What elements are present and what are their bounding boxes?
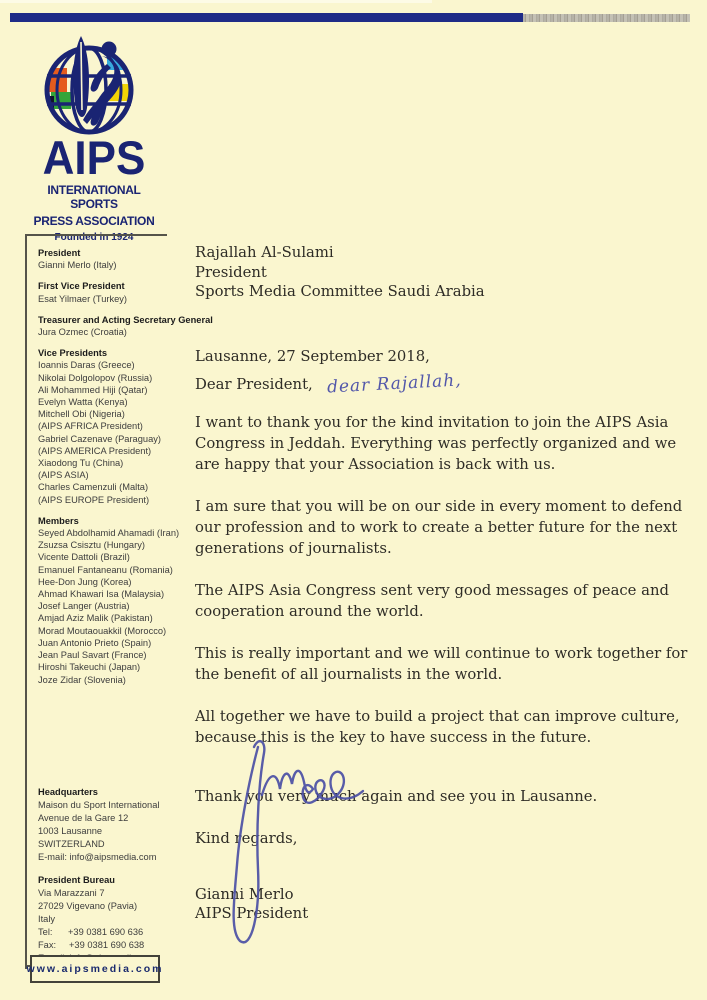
website-url: www.aipsmedia.com <box>26 963 164 975</box>
sidebar-entry: Mitchell Obi (Nigeria) <box>38 409 125 420</box>
signature-name: Gianni Merlo <box>195 885 294 903</box>
sidebar-entry: Evelyn Watta (Kenya) <box>38 397 128 408</box>
sidebar-entry: (AIPS AFRICA President) <box>38 421 143 432</box>
sidebar-entry: Juan Antonio Prieto (Spain) <box>38 637 152 648</box>
recipient-name: Rajallah Al-Sulami <box>195 244 334 261</box>
sidebar-entry: Josef Langer (Austria) <box>38 601 130 612</box>
sidebar-group <box>38 347 188 506</box>
sidebar-entry: (AIPS AMERICA President) <box>38 445 152 456</box>
logo-acronym: AIPS <box>42 132 146 185</box>
sidebar-entry: Esat Yilmaer (Turkey) <box>38 293 128 304</box>
contact-entry: Maison du Sport International <box>38 799 160 810</box>
paragraphs <box>195 412 705 807</box>
signature-title: AIPS President <box>195 905 309 922</box>
website-box <box>26 955 164 983</box>
sidebar-group-heading: Members <box>38 515 79 526</box>
officials-sidebar <box>38 247 213 975</box>
sidebar-entry: Vicente Dattoli (Brazil) <box>38 552 130 563</box>
sidebar-entry: Emanuel Fantaneanu (Romania) <box>38 564 173 575</box>
paragraph-thanks: Thank you very much again and see you in Lausanne. <box>195 787 598 805</box>
top-navy-bar <box>10 13 523 22</box>
sidebar-group-heading: Treasurer and Acting Secretary General <box>38 314 213 325</box>
sidebar-entry: Nikolai Dolgolopov (Russia) <box>38 372 153 383</box>
sidebar-entry: Amjad Aziz Malik (Pakistan) <box>38 613 153 624</box>
contact-group-heading: President Bureau <box>38 874 115 885</box>
sidebar-group-heading: First Vice President <box>38 281 125 292</box>
sidebar-entry: Ahmad Khawari Isa (Malaysia) <box>38 589 165 600</box>
contact-entry: Avenue de la Gare 12 <box>38 812 129 823</box>
sidebar-group <box>38 515 188 686</box>
paragraph: I am sure that you will be on our side in every moment to defend our profession and to work to create a better future for the next generations of journalists. <box>195 497 683 557</box>
sidebar-group-heading: Vice Presidents <box>38 348 108 359</box>
paragraph: This is really important and we will continue to work together for the benefit of all journalists in the world. <box>195 644 688 683</box>
salutation-typed: Dear President, <box>195 375 313 393</box>
sidebar-entry: Jura Ozmec (Croatia) <box>38 327 127 338</box>
scan-edge-strip <box>0 0 432 3</box>
contact-group-headquarters <box>38 786 188 864</box>
dateline: Lausanne, 27 September 2018, <box>195 347 430 365</box>
paragraph: All together we have to build a project that can improve culture, because this is the key to have success in the future. <box>195 707 680 746</box>
sidebar-entry: Morad Moutaouakkil (Morocco) <box>38 625 167 636</box>
logo-subtitle-line2: PRESS ASSOCIATION <box>33 214 155 228</box>
contact-entry: SWITZERLAND <box>38 838 105 849</box>
contact-entry: Italy <box>38 913 56 924</box>
sidebar-entry: Hiroshi Takeuchi (Japan) <box>38 662 141 673</box>
sidebar-entry: Ioannis Daras (Greece) <box>38 360 135 371</box>
closing: Kind regards, <box>195 829 298 847</box>
paragraph: I want to thank you for the kind invitation to join the AIPS Asia Congress in Jeddah. Everything was perfectly organized and we are happy that your Association is back with us. <box>195 413 677 473</box>
paragraph: The AIPS Asia Congress sent very good messages of peace and cooperation around the world. <box>195 581 669 620</box>
discus-thrower-globe-icon <box>29 36 159 136</box>
sidebar-group-heading: President <box>38 248 81 258</box>
sidebar-group <box>38 280 188 304</box>
contact-entry: 1003 Lausanne <box>38 825 103 836</box>
sidebar-entry: Hee-Don Jung (Korea) <box>38 576 132 587</box>
sidebar-entry: Gianni Merlo (Italy) <box>38 260 117 271</box>
signoff-block <box>195 885 705 924</box>
contact-entry: Fax: +39 0381 690 638 <box>38 939 145 950</box>
sidebar-entry: Charles Camenzuli (Malta) <box>38 482 149 493</box>
contact-group-heading: Headquarters <box>38 786 98 797</box>
sidebar-entry: Gabriel Cazenave (Paraguay) <box>38 433 161 444</box>
sidebar-entry: Seyed Abdolhamid Ahamadi (Iran) <box>38 528 180 539</box>
contact-entry: E-mail: info@aipsmedia.com <box>38 851 157 862</box>
sidebar-entry: Jean Paul Savart (France) <box>38 650 147 661</box>
recipient-block <box>195 243 705 302</box>
contact-entry: 27029 Vigevano (Pavia) <box>38 900 138 911</box>
aips-logo-block <box>25 36 163 244</box>
logo-subtitle-line1: INTERNATIONAL SPORTS <box>47 183 141 211</box>
salutation <box>195 369 705 398</box>
sidebar-group <box>38 247 188 271</box>
recipient-title: President <box>195 263 267 281</box>
scan-noise-strip <box>523 14 690 22</box>
sidebar-entry: (AIPS EUROPE President) <box>38 494 150 505</box>
sidebar-entry: Ali Mohammed Hiji (Qatar) <box>38 384 148 395</box>
sidebar-entry: Xiaodong Tu (China) <box>38 458 124 469</box>
recipient-organization: Sports Media Committee Saudi Arabia <box>195 283 485 300</box>
sidebar-contacts <box>38 786 188 965</box>
logo-founded: Founded in 1924 <box>54 232 134 243</box>
salutation-handwritten-annotation: dear Rajallah, <box>326 369 462 398</box>
sidebar-entry: Zsuzsa Csisztu (Hungary) <box>38 540 145 551</box>
letter-body <box>195 243 705 924</box>
sidebar-group <box>38 314 213 338</box>
contact-entry: Tel: +39 0381 690 636 <box>38 926 144 937</box>
contact-entry: Via Marazzani 7 <box>38 887 105 898</box>
sidebar-entry: (AIPS ASIA) <box>38 470 89 481</box>
sidebar-roster <box>38 247 213 686</box>
sidebar-entry: Joze Zidar (Slovenia) <box>38 674 126 685</box>
contact-group-president-bureau <box>38 874 188 965</box>
